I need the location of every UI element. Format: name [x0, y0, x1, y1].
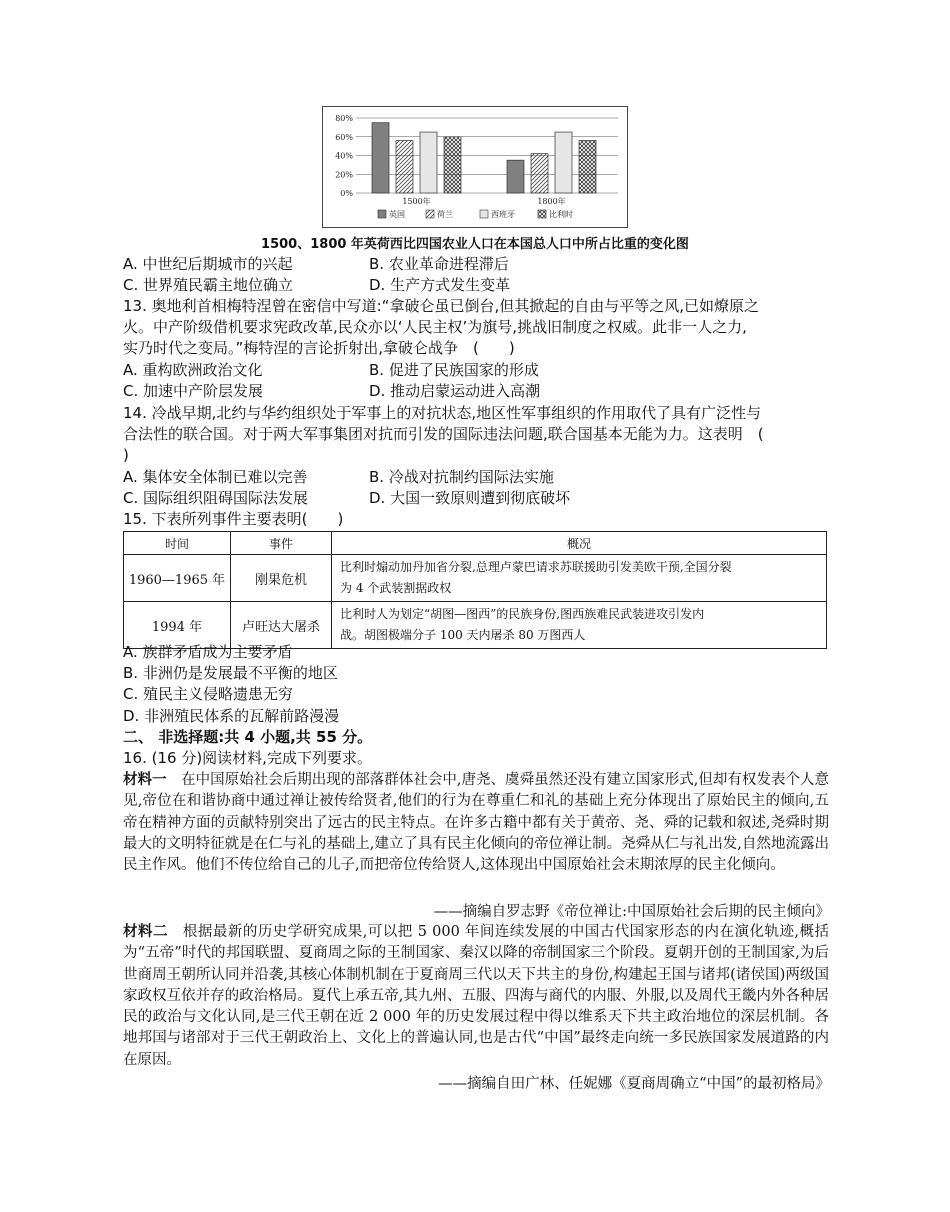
desc-line: 为 4 个武装割据政权 [340, 581, 452, 595]
table-cell-event: 刚果危机 [231, 555, 332, 602]
q14-option-a[interactable]: A. 集体安全体制已难以完善 [123, 468, 308, 486]
legend-label: 西班牙 [491, 210, 515, 219]
bar [579, 141, 596, 194]
material-1-label: 材料一 [123, 772, 167, 788]
legend-swatch [378, 210, 386, 218]
table-cell-time: 1994 年 [124, 602, 231, 649]
material-2 [123, 922, 829, 1071]
table-header: 时间 [124, 532, 231, 555]
section-heading: 二、 非选择题:共 4 小题,共 55 分。 [123, 728, 373, 746]
y-tick-label: 60% [335, 132, 353, 142]
legend-label: 英国 [389, 210, 405, 219]
q16-stem: 16. (16 分)阅读材料,完成下列要求。 [123, 749, 372, 767]
bar [507, 160, 524, 193]
table-row [124, 555, 827, 602]
q15-option-a[interactable]: A. 族群矛盾成为主要矛盾 [123, 643, 293, 661]
q13-option-b[interactable]: B. 促进了民族国家的形成 [369, 361, 539, 379]
q15-option-b[interactable]: B. 非洲仍是发展最不平衡的地区 [123, 664, 338, 682]
q14-option-c[interactable]: C. 国际组织阻碍国际法发展 [123, 489, 309, 507]
legend-label: 比利时 [549, 210, 573, 219]
desc-line: 比利时人为划定“胡图—图西”的民族身份,图西族难民武装进攻引发内 [340, 607, 705, 621]
q13-stem-line-3: 实乃时代之变局。”梅特涅的言论折射出,拿破仑战争 ( ) [123, 339, 515, 357]
y-tick-label: 0% [340, 189, 353, 198]
q12-option-b[interactable]: B. 农业革命进程滞后 [369, 255, 509, 273]
q12-option-d[interactable]: D. 生产方式发生变革 [369, 276, 511, 294]
q15-stem: 15. 下表所列事件主要表明( ) [123, 510, 344, 528]
q13-option-c[interactable]: C. 加速中产阶层发展 [123, 382, 264, 400]
material-2-text: 根据最新的历史学研究成果,可以把 5 000 年间连续发展的中国古代国家形态的内在演化轨迹,概括为“五帝”时代的邦国联盟、夏商周之际的王制国家、秦汉以降的帝制国家三个阶段。夏朝开创的王制国家,为后世商周王朝所认同并沿袭,其核心体制机制在于夏商周三代以天下共主的身份,构建起王国与诸邦(诸侯国)两级国家政权互依并存的政治格局。夏代上承五帝,其九州、五服、四海与商代的内服、外服,以及周代王畿内外各种居民的政治与文化认同,是三代王朝在近 2 000 年的历史发展过程中得以维系天下共主政治地位的深层机制。各地邦国与诸部对于三代王朝政治上、文化上的普遍认同,也是古代“中国”最终走向统一多民族国家发展道路的内在原因。 [123, 924, 830, 1068]
table-header-row [124, 532, 827, 555]
q14-stem-line-2: 合法性的联合国。对于两大军事集团对抗而引发的国际违法问题,联合国基本无能为力。这表明 ( [123, 425, 764, 443]
q12-option-a[interactable]: A. 中世纪后期城市的兴起 [123, 255, 293, 273]
q12-option-c[interactable]: C. 世界殖民霸主地位确立 [123, 276, 294, 294]
y-tick-label: 40% [335, 151, 353, 161]
q14-option-b[interactable]: B. 冷战对抗制约国际法实施 [369, 468, 554, 486]
y-tick-label: 80% [335, 114, 353, 123]
table-cell-desc [332, 602, 827, 649]
chart-title: 1500、1800 年英荷西比四国农业人口在本国总人口中所占比重的变化图 [261, 237, 689, 252]
bar [420, 132, 437, 193]
bar [555, 132, 572, 193]
desc-line: 比利时煽动加丹加省分裂,总理卢蒙巴请求苏联援助引发美欧干预,全国分裂 [340, 560, 732, 574]
y-tick-label: 20% [335, 170, 353, 180]
q15-option-c[interactable]: C. 殖民主义侵略遗患无穷 [123, 685, 294, 703]
legend-swatch [538, 210, 546, 218]
table-header: 概况 [332, 532, 827, 555]
bar-chart [322, 106, 628, 228]
x-tick-label: 1800年 [537, 197, 566, 206]
material-1-text: 在中国原始社会后期出现的部落群体社会中,唐尧、虞舜虽然还没有建立国家形式,但却有权发表个人意见,帝位在和谐协商中通过禅让被传给贤者,他们的行为在尊重仁和礼的基础上充分体现出了原始民主的倾向,五帝在精神方面的贡献特别突出了远古的民主特点。在许多古籍中都有关于黄帝、尧、舜的记载和叙述,尧舜时期最大的文明特征就是在仁与礼的基础上,建立了具有民主化倾向的帝位禅让制。尧舜从仁与礼出发,自然地流露出民主作风。他们不传位给自己的儿子,而把帝位传给贤人,这体现出中国原始社会末期浓厚的民主化倾向。 [123, 772, 830, 874]
table-cell-event: 卢旺达大屠杀 [231, 602, 332, 649]
x-tick-label: 1500年 [402, 197, 431, 206]
desc-line: 战。胡图极端分子 100 天内屠杀 80 万图西人 [340, 628, 586, 642]
material-1 [123, 770, 829, 876]
q13-option-d[interactable]: D. 推动启蒙运动进入高潮 [369, 382, 541, 400]
material-2-label: 材料二 [123, 924, 168, 940]
table-cell-time: 1960—1965 年 [124, 555, 231, 602]
table-header: 事件 [231, 532, 332, 555]
q14-stem-line-1: 14. 冷战早期,北约与华约组织处于军事上的对抗状态,地区性军事组织的作用取代了具有广泛性与 [123, 404, 762, 422]
material-1-source: ——摘编自罗志野《帝位禅让:中国原始社会后期的民主倾向》 [433, 904, 830, 920]
events-table [123, 531, 827, 649]
bar [396, 141, 413, 194]
material-2-source: ——摘编自田广林、任妮娜《夏商周确立“中国”的最初格局》 [438, 1076, 830, 1092]
bar [531, 154, 548, 193]
bar [372, 123, 389, 193]
q13-stem-line-2: 火。中产阶级借机要求宪政改革,民众亦以‘人民主权’为旗号,挑战旧制度之权威。此非一人之力, [123, 318, 747, 336]
q14-option-d[interactable]: D. 大国一致原则遭到彻底破坏 [369, 489, 571, 507]
table-cell-desc [332, 555, 827, 602]
legend-label: 荷兰 [437, 210, 453, 219]
legend-swatch [480, 210, 488, 218]
bar [444, 137, 461, 193]
q13-option-a[interactable]: A. 重构欧洲政治文化 [123, 361, 263, 379]
q13-stem-line-1: 13. 奥地利首相梅特涅曾在密信中写道:“拿破仑虽已倒台,但其掀起的自由与平等之风,已如燎原之 [123, 297, 759, 315]
q14-stem-line-3: ) [123, 446, 129, 464]
legend-swatch [426, 210, 434, 218]
q15-option-d[interactable]: D. 非洲殖民体系的瓦解前路漫漫 [123, 707, 340, 725]
